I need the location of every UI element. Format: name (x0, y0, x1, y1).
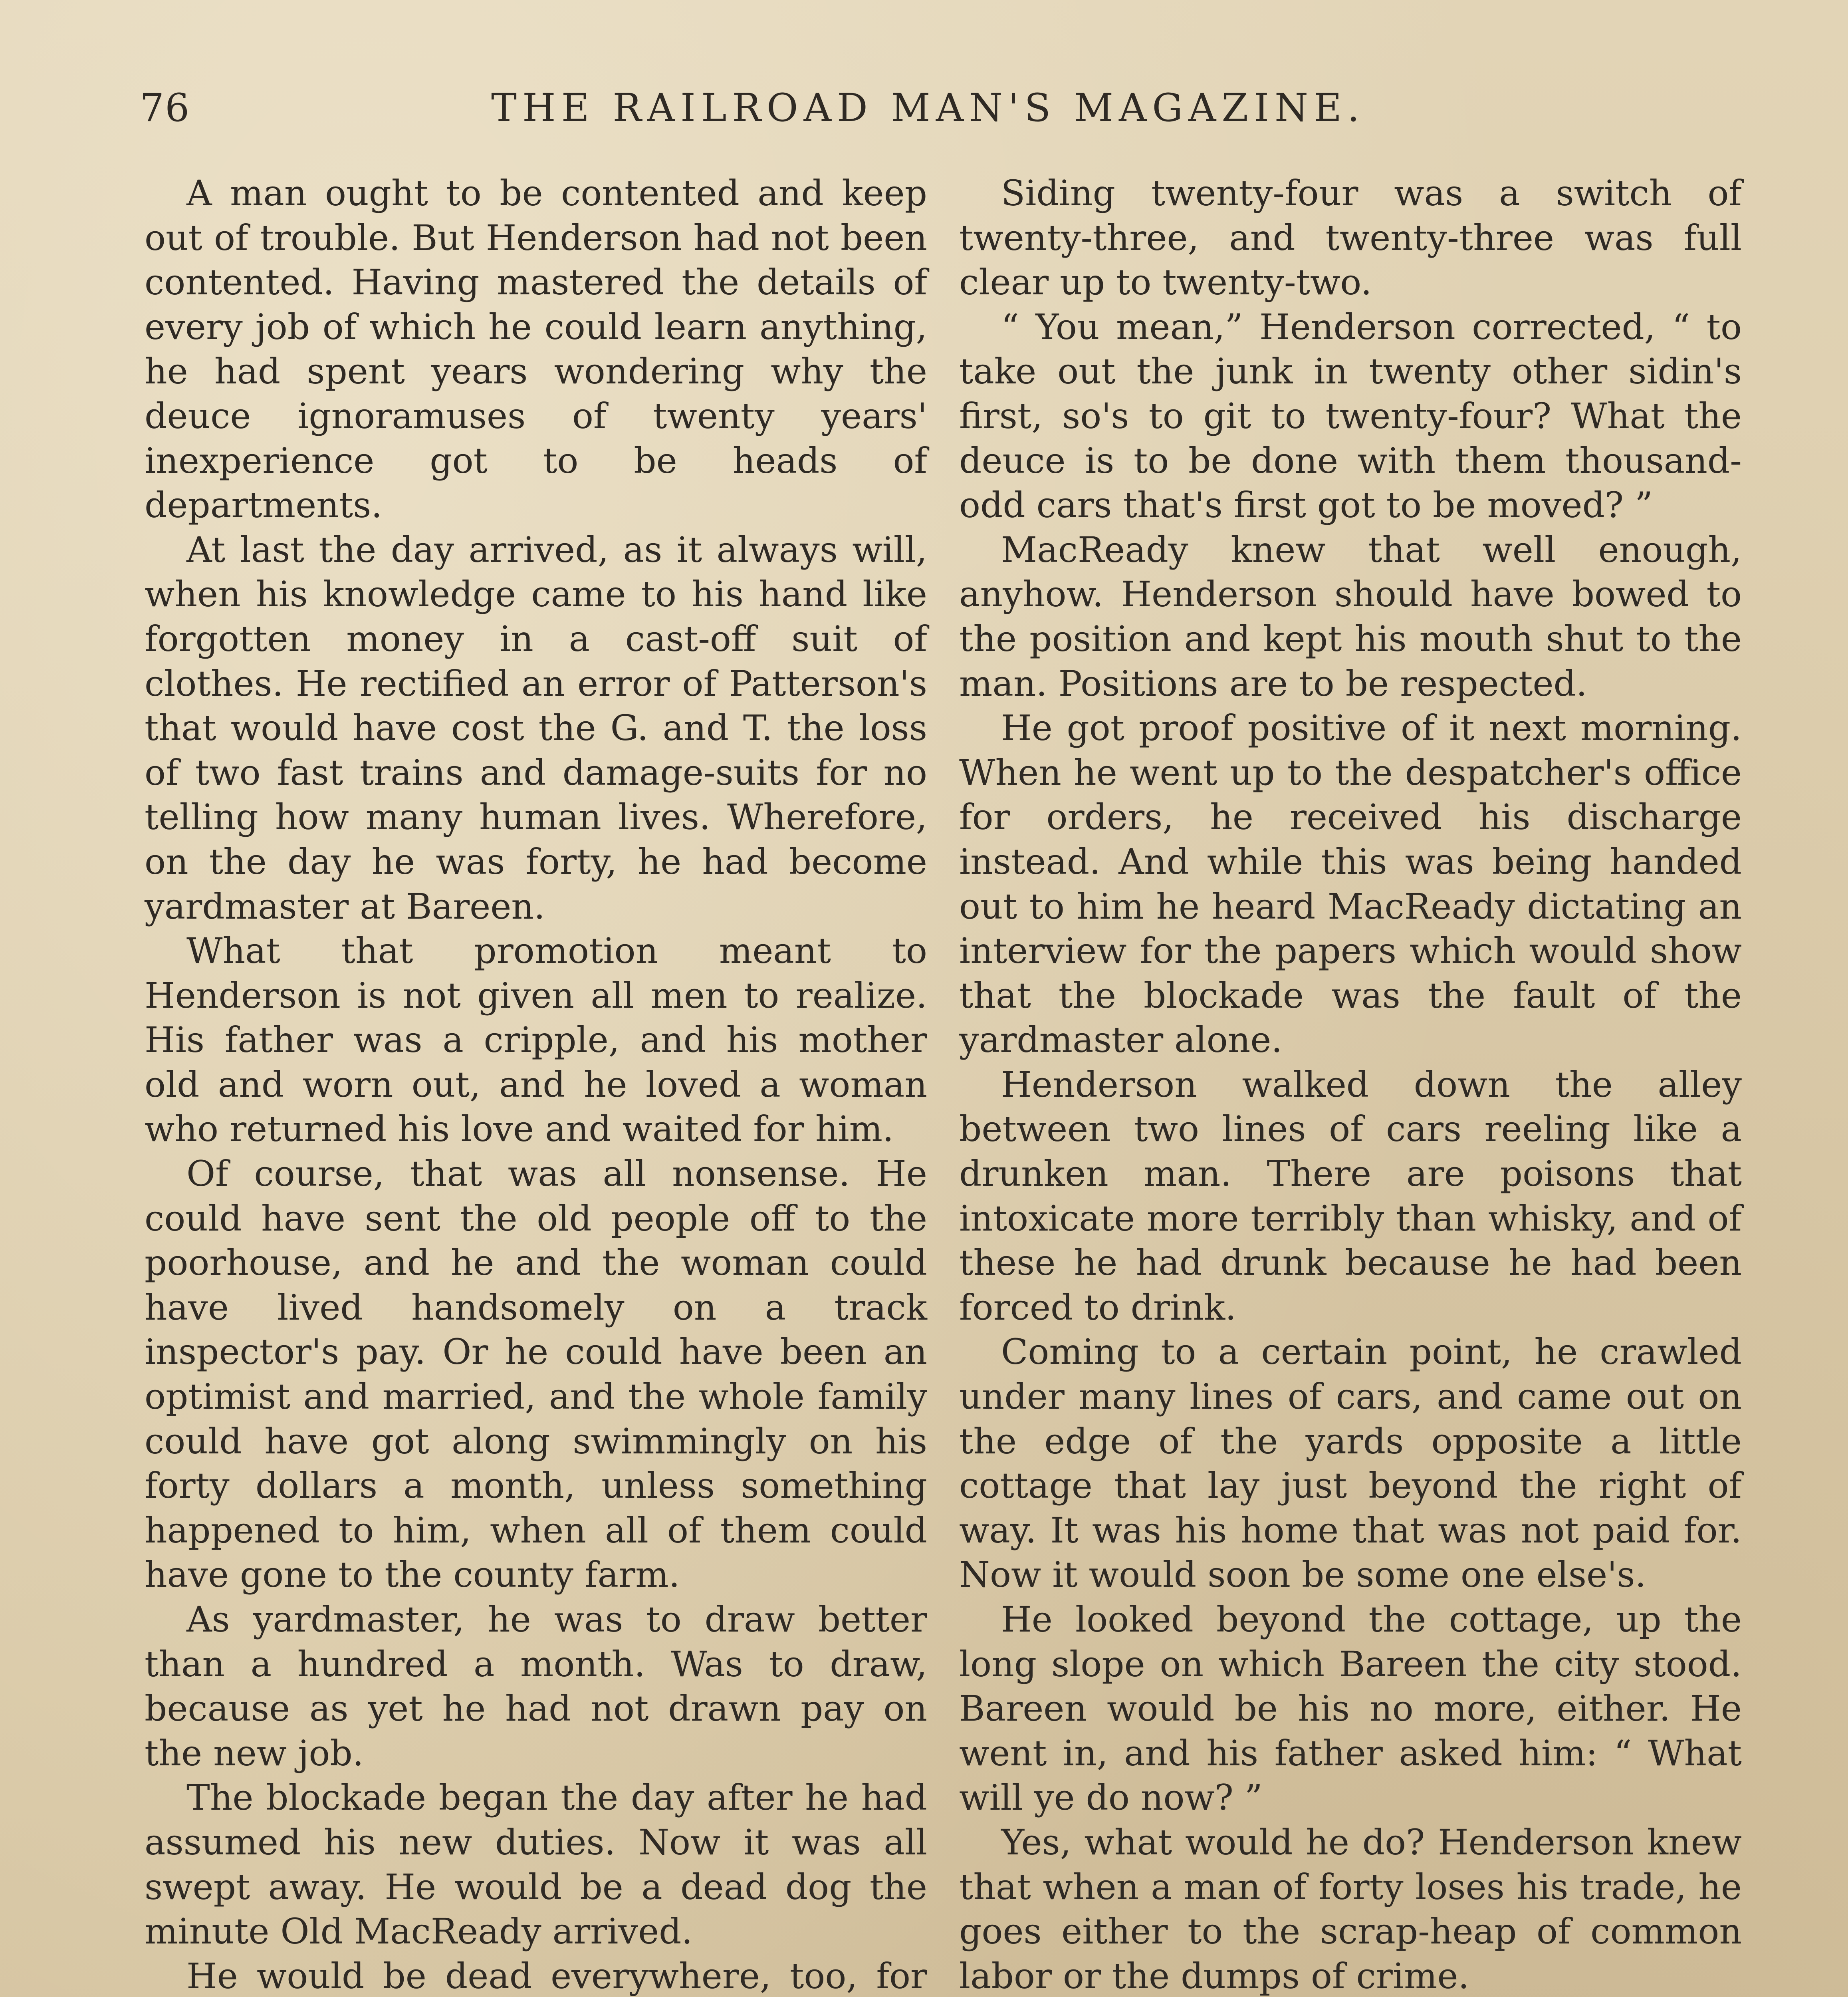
page-header (140, 84, 1729, 140)
paragraph: “ You mean,” Henderson corrected, “ to take out the junk in twenty other sidin's first, so's to git to twenty-four? What the deuce is to be done with them thousand-odd cars that's first got to be moved? ” (959, 306, 1742, 526)
left-column (145, 171, 927, 1997)
paragraph: He would be dead everywhere, too, for (186, 1955, 927, 1997)
running-title: THE RAILROAD MAN'S MAGAZINE. (491, 85, 1365, 130)
paragraph: He looked beyond the cottage, up the long slope on which Bareen the city stood. Bareen would be his no more, either. He went in, and his father asked him: “ What will ye do now? ” (959, 1599, 1742, 1818)
paragraph: As yardmaster, he was to draw better than a hundred a month. Was to draw, because as yet he had not drawn pay on the new job. (145, 1599, 927, 1774)
paragraph: Siding twenty-four was a switch of twenty-three, and twenty-three was full clear up to twenty-two. (959, 173, 1742, 303)
paragraph: He got proof positive of it next morning. When he went up to the despatcher's office for orders, he received his discharge instead. And while this was being handed out to him he heard MacReady dictating an interview for the papers which would show that the blockade was the fault of the yardmaster alone. (959, 707, 1742, 1061)
paragraph: A man ought to be contented and keep out of trouble. But Henderson had not been contented. Having mastered the details of every job of which he could learn anything, he had spent years wondering why the deuce ignoramuses of twenty years' inexperience got to be heads of departments. (145, 173, 927, 526)
page-number: 76 (140, 85, 190, 130)
paragraph: At last the day arrived, as it always will, when his knowledge came to his hand like forgotten money in a cast-off suit of clothes. He rectified an error of Patterson's that would have cost the G. and T. the loss of two fast trains and damage-suits for no telling how many human lives. Wherefore, on the day he was forty, he had become yardmaster at Bareen. (145, 529, 927, 927)
paragraph: Of course, that was all nonsense. He could have sent the old people off to the poorhouse, and he and the woman could have lived handsomely on a track inspector's pay. Or he could have been an optimist and married, and the whole family could have got along swimmingly on his forty dollars a month, unless something happened to him, when all of them could have gone to the county farm. (145, 1153, 927, 1596)
paragraph: Yes, what would he do? Henderson knew that when a man of forty loses his trade, he goes either to the scrap-heap of common labor or the dumps of crime. (959, 1821, 1742, 1997)
paragraph: What that promotion meant to Henderson is not given all men to realize. His father was a cripple, and his mother old and worn out, and he loved a woman who returned his love and waited for him. (145, 930, 927, 1150)
paragraph: The blockade began the day after he had assumed his new duties. Now it was all swept away. He would be a dead dog the minute Old MacReady arrived. (145, 1777, 927, 1952)
paragraph: MacReady knew that well enough, anyhow. Henderson should have bowed to the position and kept his mouth shut to the man. Positions are to be respected. (959, 529, 1742, 704)
paragraph: Henderson walked down the alley between two lines of cars reeling like a drunken man. There are poisons that intoxicate more terribly than whisky, and of these he had drunk because he had been forced to drink. (959, 1064, 1742, 1328)
paragraph: Coming to a certain point, he crawled under many lines of cars, and came out on the edge of the yards opposite a little cottage that lay just beyond the right of way. It was his home that was not paid for. Now it would soon be some one else's. (959, 1331, 1742, 1596)
right-column (959, 171, 1742, 1997)
